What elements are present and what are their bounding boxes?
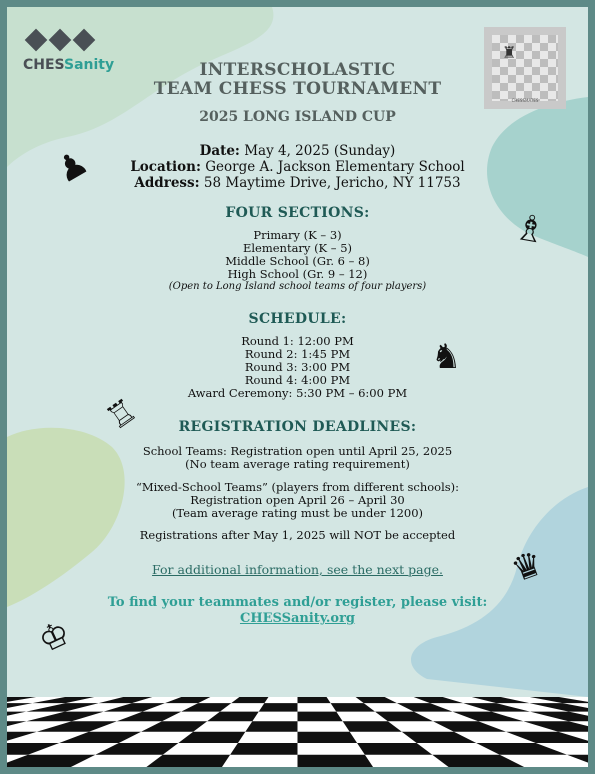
rook-outline-icon: ♖	[98, 390, 144, 438]
mixed-teams-dates: Registration open April 26 – April 30	[190, 493, 405, 507]
section-item: Middle School (Gr. 6 – 8)	[225, 254, 370, 268]
sections-block	[7, 205, 588, 292]
floor-tile	[298, 712, 343, 722]
mixed-teams-note: (Team average rating must be under 1200)	[171, 506, 424, 520]
logo-wordmark: CHESSanity	[23, 57, 115, 73]
floor-tile	[298, 732, 358, 743]
address-line: Address: 58 Maytime Drive, Jericho, NY 11753	[134, 175, 461, 191]
registration-heading: REGISTRATION DEADLINES:	[178, 419, 417, 435]
school-teams-note: (No team average rating requirement)	[185, 457, 410, 471]
title-line-2: TEAM CHESS TOURNAMENT	[153, 79, 442, 99]
register-link[interactable]: CHESSanity.org	[239, 611, 356, 626]
late-registration-note: Registrations after May 1, 2025 will NOT be accepted	[139, 528, 456, 542]
floor-tile	[259, 703, 298, 711]
event-details	[7, 143, 588, 191]
section-item: Elementary (K – 5)	[242, 241, 353, 255]
pawn-icon: ♟	[49, 142, 96, 192]
date-line: Date: May 4, 2025 (Sunday)	[199, 143, 396, 159]
register-callout	[7, 595, 588, 627]
sections-note: (Open to Long Island school teams of four players)	[168, 281, 427, 292]
mixed-teams-line: “Mixed-School Teams” (players from different schools):	[135, 480, 460, 494]
queen-icon: ♛	[506, 542, 549, 592]
schedule-item: Round 1: 12:00 PM	[241, 334, 354, 348]
checkered-floor	[7, 697, 588, 767]
sponsor-logo: ♜ CHESSMATES	[484, 27, 566, 109]
rook-icon: ♜	[502, 43, 517, 62]
knight-icon: ♞	[431, 337, 462, 377]
floor-tile	[245, 721, 297, 732]
schedule-item: Award Ceremony: 5:30 PM – 6:00 PM	[187, 386, 408, 400]
schedule-item: Round 4: 4:00 PM	[244, 373, 351, 387]
floor-tile	[230, 743, 297, 755]
flyer-page	[7, 7, 588, 767]
floor-tile	[298, 697, 331, 703]
schedule-item: Round 2: 1:45 PM	[244, 347, 351, 361]
title-line-1: INTERSCHOLASTIC	[199, 60, 396, 80]
schedule-heading: SCHEDULE:	[248, 311, 347, 327]
register-text: To find your teammates and/or register, please visit:	[107, 595, 488, 610]
schedule-block	[7, 311, 588, 400]
subtitle: 2025 LONG ISLAND CUP	[199, 109, 396, 125]
floor-tile	[298, 755, 374, 767]
logo-diamonds-icon	[25, 27, 133, 53]
schedule-item: Round 3: 3:00 PM	[244, 360, 351, 374]
registration-block	[7, 419, 588, 542]
school-teams-line: School Teams: Registration open until April 25, 2025	[142, 444, 453, 458]
more-info-link[interactable]: For additional information, see the next page.	[152, 562, 443, 577]
location-line: Location: George A. Jackson Elementary School	[130, 159, 465, 175]
section-item: Primary (K – 3)	[253, 228, 342, 242]
king-outline-icon: ♔	[31, 612, 77, 662]
section-item: High School (Gr. 9 – 12)	[227, 267, 368, 281]
sections-heading: FOUR SECTIONS:	[225, 205, 370, 221]
bishop-outline-icon: ♗	[510, 206, 550, 253]
